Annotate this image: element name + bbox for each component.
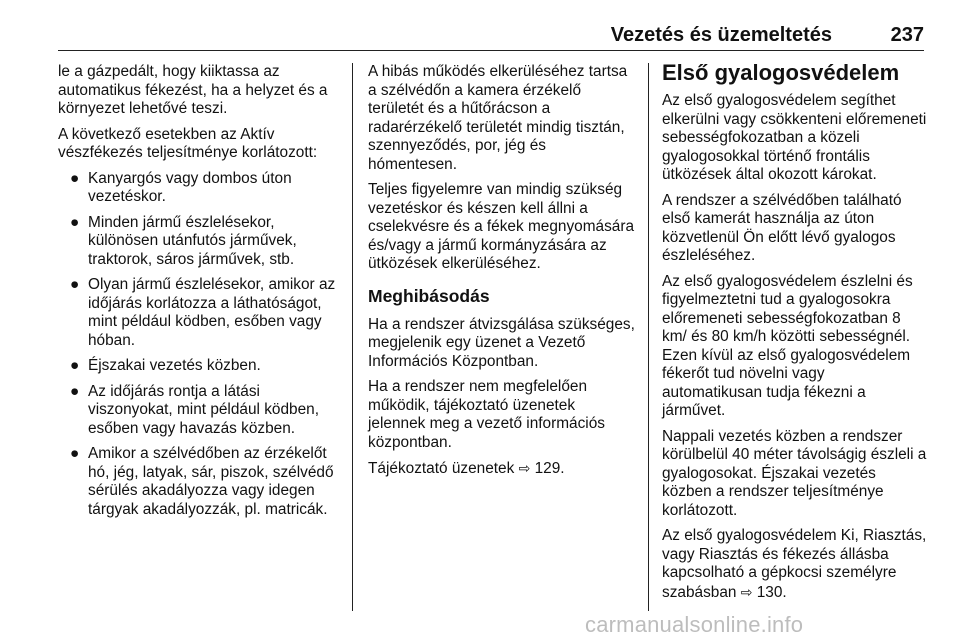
- list-item: ● Éjszakai vezetés közben.: [70, 357, 261, 374]
- camera-paragraph: A rendszer a szélvédőben található első kamerát használja az úton közvetlenül Ön előtt lévő gyalogos észleléséhez.: [662, 191, 902, 264]
- bullet-icon: ●: [70, 276, 80, 293]
- list-item: ● Kanyargós vagy dombos úton vezetéskor.: [70, 169, 292, 205]
- page-reference-arrow-icon: ⇨: [518, 460, 531, 476]
- column-1: [58, 63, 340, 526]
- inspection-paragraph: Ha a rendszer átvizsgálása szükséges, megjelenik egy üzenet a Vezető Információs Központban.: [368, 315, 635, 370]
- attention-paragraph: Teljes figyelemre van mindig szükség vezetéskor és készen kell állni a cselekvésre és a fékek megnyomására és/vagy a jármű kormányzására az ütközések elkerüléséhez.: [368, 181, 635, 272]
- page-header: [58, 20, 924, 51]
- list-item: ● Az időjárás rontja a látási viszonyokat, mint például ködben, esőben vagy havazás közben.: [70, 382, 319, 437]
- intro-paragraph: le a gázpedált, hogy kiiktassa az automatikus fékezést, ha a helyzet és a környezet lehetővé teszi.: [58, 63, 328, 117]
- maintenance-paragraph: A hibás működés elkerüléséhez tartsa a szélvédőn a kamera érzékelő területét és a hűtőrácson a radarérzékelő területét mindig tisztán, szennyeződés, por, jég és hómentesen.: [368, 63, 628, 173]
- detection-range-paragraph: Nappali vezetés közben a rendszer körülbelül 40 méter távolságig észleli a gyalogosokat. Éjszakai vezetés közben a rendszer teljesítménye korlátozott.: [662, 427, 927, 519]
- list-item: ● Minden jármű észlelésekor, különösen utánfutós járművek, traktorok, sáros járművek, stb.: [70, 213, 297, 268]
- page-reference-arrow-icon: ⇨: [740, 583, 753, 600]
- column-divider-2: [648, 63, 649, 611]
- pedestrian-protection-heading: Első gyalogosvédelem: [662, 60, 900, 85]
- column-2: [368, 63, 636, 486]
- watermark: carmanualsonline.info: [585, 612, 804, 637]
- reference-paragraph: Tájékoztató üzenetek ⇨ 129.: [368, 460, 565, 477]
- bullet-icon: ●: [70, 445, 80, 462]
- section-title: Vezetés és üzemeltetés: [610, 24, 832, 46]
- malfunction-heading: Meghibásodás: [368, 285, 490, 306]
- column-3: [662, 60, 927, 609]
- page-number: 237: [890, 24, 924, 46]
- bullet-icon: ●: [70, 357, 80, 374]
- page-reference-link[interactable]: 129.: [534, 460, 565, 477]
- column-divider-1: [352, 63, 353, 611]
- bullet-icon: ●: [70, 169, 80, 187]
- list-item: ● Amikor a szélvédőben az érzékelőt hó, jég, latyak, sár, piszok, szélvédő sérülés akadályozza vagy idegen tárgyak akadályozzák, pl. matricák.: [70, 445, 334, 518]
- messages-paragraph: Ha a rendszer nem megfelelően működik, tájékoztató üzenetek jelennek meg a vezető információs központban.: [368, 378, 605, 451]
- limitations-list: [58, 170, 340, 520]
- limitations-lead: A következő esetekben az Aktív vészfékezés teljesítménye korlátozott:: [58, 125, 318, 161]
- bullet-icon: ●: [70, 213, 80, 231]
- bullet-icon: ●: [70, 382, 80, 400]
- speed-range-paragraph: Az első gyalogosvédelem észlelni és figyelmeztetni tud a gyalogosokra előremeneti sebességfokozatban 8 km/ és 80 km/h közötti sebességnél. Ezen kívül az első gyalogosvédelem fékerőt tud növelni vagy automatikusan tudja fékezni a járművet.: [662, 272, 913, 419]
- list-item: ● Olyan jármű észlelésekor, amikor az időjárás korlátozza a láthatóságot, mint például ködben, esőben vagy hóban.: [70, 276, 336, 349]
- settings-paragraph: Az első gyalogosvédelem Ki, Riasztás, vagy Riasztás és fékezés állásba kapcsolható a gépkocsi személyre szabásban ⇨ 130.: [662, 527, 927, 601]
- page-reference-link[interactable]: 130.: [756, 583, 787, 601]
- pedestrian-intro-paragraph: Az első gyalogosvédelem segíthet elkerülni vagy csökkenteni előremeneti sebességfokozatban a közeli gyalogosokkal történő frontális ütközések által okozott károkat.: [662, 92, 927, 183]
